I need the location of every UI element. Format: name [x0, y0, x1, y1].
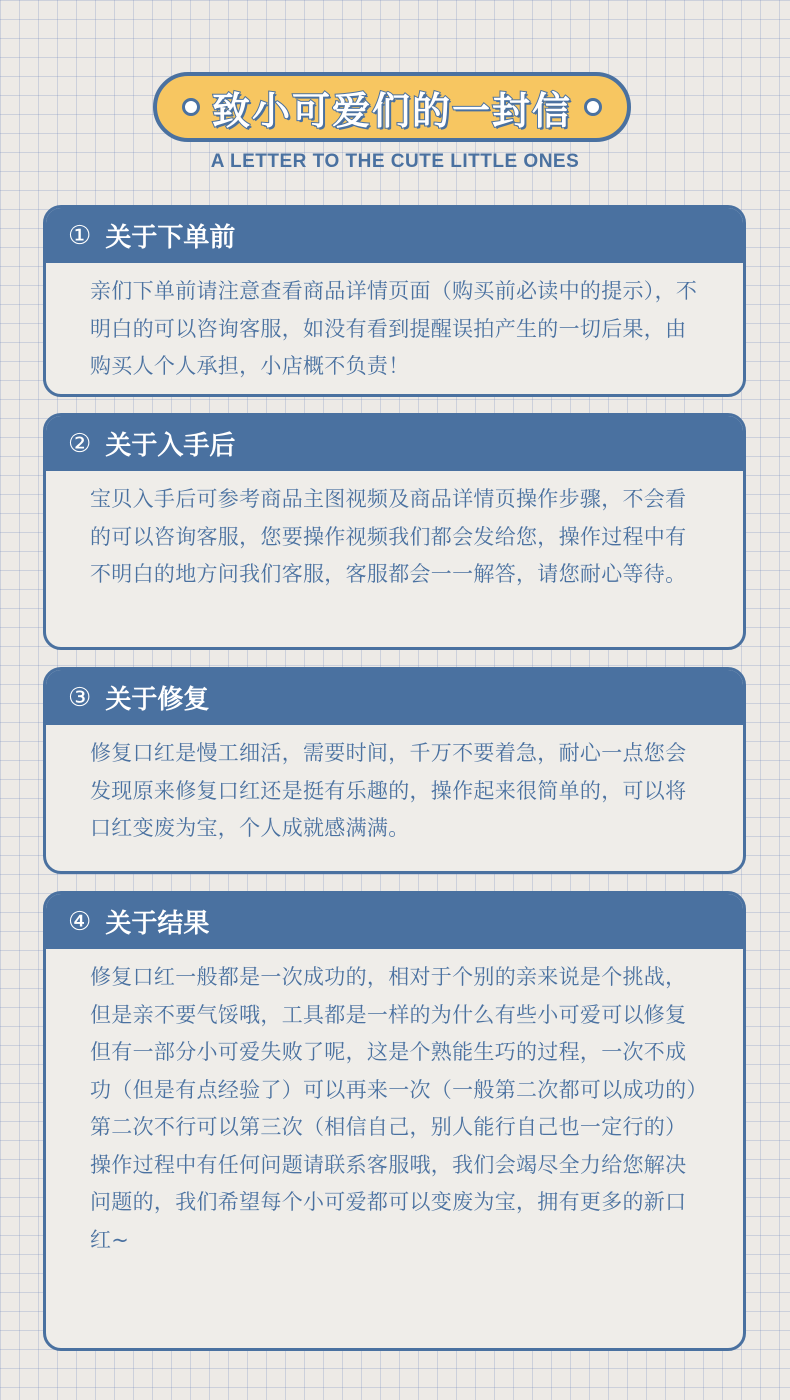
section-body: 修复口红是慢工细活，需要时间，千万不要着急，耐心一点您会发现原来修复口红还是挺有乐趣的，操作起来很简单的，可以将口红变废为宝，个人成就感满满。	[90, 741, 687, 840]
section-header	[46, 670, 743, 725]
section-title: 关于结果	[105, 909, 210, 939]
section-result	[43, 891, 746, 1351]
dot-left-icon	[182, 98, 200, 116]
section-header	[46, 416, 743, 471]
section-body: 亲们下单前请注意查看商品详情页面（购买前必读中的提示），不明白的可以咨询客服，如没有看到提醒误拍产生的一切后果，由购买人个人承担，小店概不负责！	[90, 279, 698, 378]
dot-right-icon	[584, 98, 602, 116]
section-title: 关于下单前	[105, 223, 236, 253]
section-number: ④	[68, 906, 92, 937]
section-before-order	[43, 205, 746, 397]
section-header	[46, 208, 743, 263]
section-repair	[43, 667, 746, 874]
section-title: 关于入手后	[105, 431, 236, 461]
section-number: ③	[68, 682, 92, 713]
title-banner	[153, 72, 631, 142]
section-number: ②	[68, 428, 92, 459]
section-title: 关于修复	[105, 685, 210, 715]
page-title: 致小可爱们的一封信	[211, 88, 572, 133]
section-after-receipt	[43, 413, 746, 650]
section-header	[46, 894, 743, 949]
section-body: 宝贝入手后可参考商品主图视频及商品详情页操作步骤，不会看的可以咨询客服，您要操作视频我们都会发给您，操作过程中有不明白的地方问我们客服，客服都会一一解答，请您耐心等待。	[90, 487, 687, 586]
page-subtitle: A LETTER TO THE CUTE LITTLE ONES	[210, 151, 580, 172]
section-body: 修复口红一般都是一次成功的，相对于个别的亲来说是个挑战，但是亲不要气馁哦，工具都是一样的为什么有些小可爱可以修复但有一部分小可爱失败了呢，这是个熟能生巧的过程，一次不成功（但是有点经验了）可以再来一次（一般第二次都可以成功的）第二次不行可以第三次（相信自己，别人能行自己也一定行的）操作过程中有任何问题请联系客服哦，我们会竭尽全力给您解决问题的，我们希望每个小可爱都可以变废为宝，拥有更多的新口红~	[90, 965, 698, 1252]
section-number: ①	[68, 220, 92, 251]
